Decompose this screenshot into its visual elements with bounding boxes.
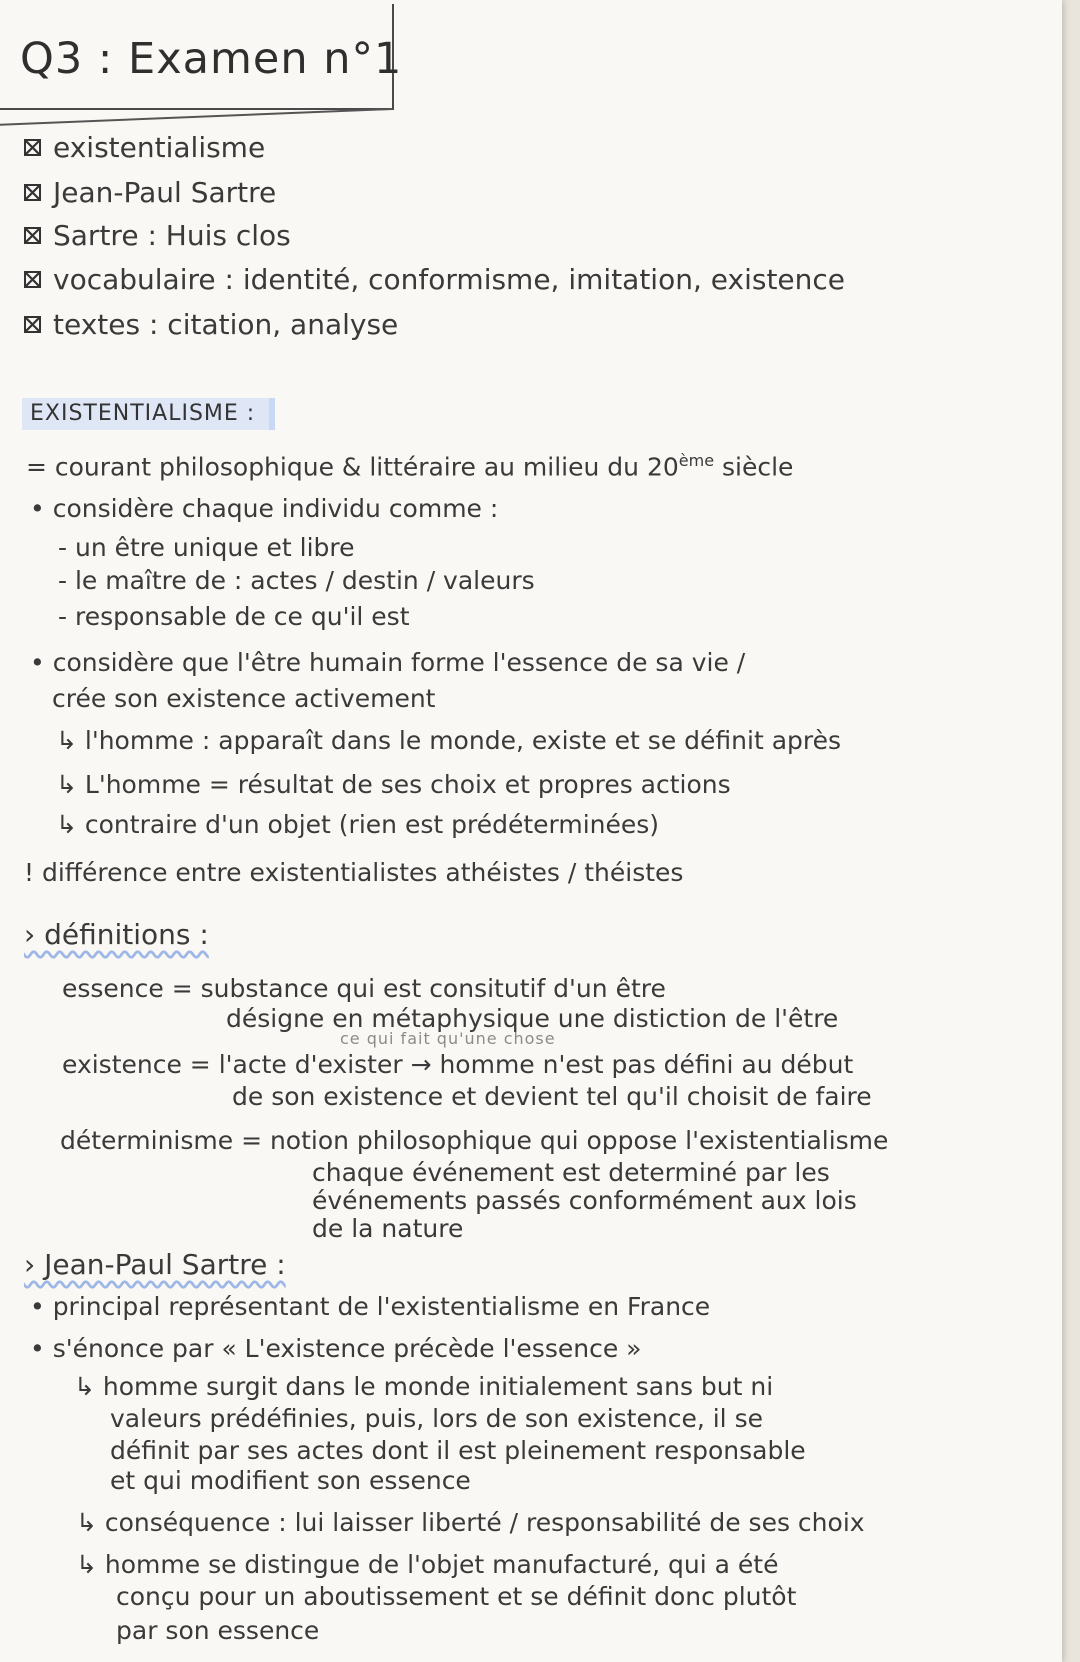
text-fragment: siècle bbox=[714, 452, 794, 482]
checked-box-icon bbox=[24, 184, 41, 201]
text-line: ↳ homme se distingue de l'objet manufacturé, qui a été bbox=[76, 1550, 779, 1579]
checklist-item bbox=[24, 178, 276, 208]
checklist-item-text: Jean-Paul Sartre bbox=[53, 176, 277, 209]
checked-box-icon bbox=[24, 139, 41, 156]
page-title: Q3 : Examen n°1 bbox=[20, 34, 403, 84]
definition-determinisme-line2: chaque événement est determiné par les bbox=[312, 1158, 830, 1187]
checklist-item-text: vocabulaire : identité, conformisme, imitation, existence bbox=[53, 263, 846, 296]
checklist-item bbox=[24, 310, 398, 340]
checked-box-icon bbox=[24, 227, 41, 244]
text-line: ↳ L'homme = résultat de ses choix et propres actions bbox=[56, 770, 731, 799]
checklist-item bbox=[24, 133, 265, 163]
text-line: - un être unique et libre bbox=[58, 533, 355, 562]
checklist-item-text: existentialisme bbox=[53, 131, 266, 164]
text-fragment: = courant philosophique & littéraire au milieu du 20 bbox=[26, 452, 679, 482]
text-line: ↳ l'homme : apparaît dans le monde, existe et se définit après bbox=[56, 726, 842, 755]
text-line: - le maître de : actes / destin / valeurs bbox=[58, 566, 535, 595]
text-line: conçu pour un aboutissement et se définit donc plutôt bbox=[116, 1582, 797, 1611]
definition-determinisme-line4: de la nature bbox=[312, 1214, 464, 1243]
section-heading-definitions: › définitions : bbox=[24, 918, 209, 951]
text-line: • s'énonce par « L'existence précède l'essence » bbox=[30, 1334, 642, 1363]
checklist-item-text: textes : citation, analyse bbox=[53, 308, 399, 341]
text-line: ↳ conséquence : lui laisser liberté / responsabilité de ses choix bbox=[76, 1508, 865, 1537]
superscript: ème bbox=[678, 451, 715, 470]
text-line bbox=[26, 446, 793, 482]
text-line: valeurs prédéfinies, puis, lors de son existence, il se bbox=[110, 1404, 763, 1433]
section-heading-existentialisme: EXISTENTIALISME : bbox=[22, 398, 275, 430]
checklist-item bbox=[24, 265, 845, 295]
definition-determinisme: déterminisme = notion philosophique qui oppose l'existentialisme bbox=[60, 1126, 889, 1155]
checklist-item-text: Sartre : Huis clos bbox=[53, 219, 291, 252]
section-heading-sartre: › Jean-Paul Sartre : bbox=[24, 1248, 286, 1281]
definition-essence: essence = substance qui est consitutif d'un être bbox=[62, 974, 666, 1003]
text-line: • considère chaque individu comme : bbox=[30, 494, 499, 523]
definition-essence-line2: désigne en métaphysique une distiction de l'être bbox=[226, 1004, 839, 1033]
text-line: crée son existence activement bbox=[52, 684, 436, 713]
definition-essence-note: ce qui fait qu'une chose bbox=[340, 1029, 556, 1048]
text-line: - responsable de ce qu'il est bbox=[58, 602, 410, 631]
text-line: • principal représentant de l'existentialisme en France bbox=[30, 1292, 711, 1321]
text-line: par son essence bbox=[116, 1616, 320, 1645]
checked-box-icon bbox=[24, 271, 41, 288]
text-line: ! différence entre existentialistes athéistes / théistes bbox=[24, 858, 684, 887]
checked-box-icon bbox=[24, 316, 41, 333]
text-line: ↳ contraire d'un objet (rien est prédéterminées) bbox=[56, 810, 660, 839]
definition-existence: existence = l'acte d'exister → homme n'est pas défini au début bbox=[62, 1050, 854, 1079]
text-line: définit par ses actes dont il est pleinement responsable bbox=[110, 1436, 806, 1465]
checklist-item bbox=[24, 221, 291, 251]
text-line: ↳ homme surgit dans le monde initialement sans but ni bbox=[74, 1372, 774, 1401]
text-line: et qui modifient son essence bbox=[110, 1466, 471, 1495]
definition-existence-line2: de son existence et devient tel qu'il choisit de faire bbox=[232, 1082, 872, 1111]
definition-determinisme-line3: événements passés conformément aux lois bbox=[312, 1186, 857, 1215]
text-line: • considère que l'être humain forme l'essence de sa vie / bbox=[30, 648, 746, 677]
